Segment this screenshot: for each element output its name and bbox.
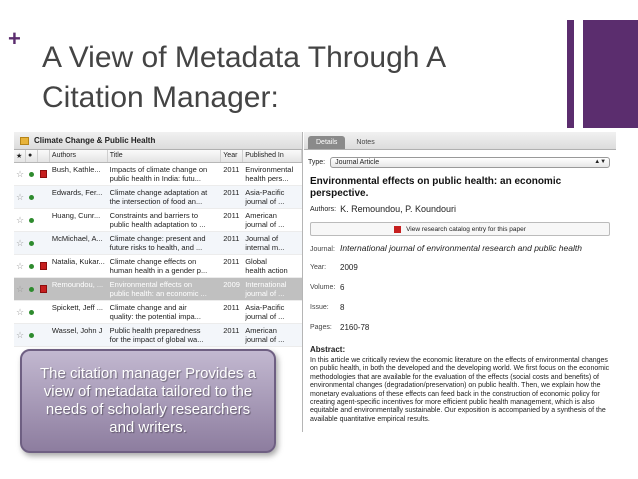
journal-value[interactable]: International journal of environmental research and public health: [340, 243, 582, 253]
title-cell: [108, 186, 222, 208]
type-row: [308, 154, 612, 170]
star-icon: ☆: [15, 260, 25, 271]
status-cell: [26, 255, 38, 277]
tab-notes[interactable]: Notes: [356, 139, 375, 146]
year-row: [310, 262, 610, 273]
column-star-icon[interactable]: ★: [14, 150, 26, 162]
pub-line-1: American: [245, 326, 277, 335]
table-row[interactable]: [14, 301, 302, 324]
year-cell: 2011: [223, 257, 240, 266]
status-cell: [26, 324, 38, 346]
type-label: Type:: [308, 158, 326, 166]
accent-bar-thin: [567, 20, 574, 128]
column-published-in[interactable]: Published In: [243, 150, 302, 162]
star-cell[interactable]: [14, 186, 26, 208]
pub-line-1: Asia-Pacific: [245, 188, 285, 197]
status-cell: [26, 186, 38, 208]
year-cell: 2009: [223, 280, 240, 289]
slide-title: [42, 38, 542, 118]
status-cell: [26, 278, 38, 300]
star-icon: ☆: [15, 237, 25, 248]
article-title[interactable]: Environmental effects on public health: an economic perspective.: [310, 176, 562, 199]
column-attachment-icon[interactable]: [38, 150, 50, 162]
table-row[interactable]: [14, 209, 302, 232]
table-row[interactable]: [14, 278, 302, 301]
journal-label: Journal:: [310, 246, 335, 253]
pub-line-1: Asia-Pacific: [245, 303, 285, 312]
star-icon: ☆: [15, 306, 25, 317]
pub-line-1: American: [245, 211, 277, 220]
table-row[interactable]: [14, 186, 302, 209]
author-cell: Bush, Kathle...: [51, 165, 101, 174]
issue-row: [310, 302, 610, 313]
author-cell: Edwards, Fer...: [51, 188, 103, 197]
attachment-cell[interactable]: [38, 324, 50, 346]
year-value[interactable]: 2009: [340, 262, 358, 272]
status-dot-icon: [29, 333, 34, 338]
title-line-1: Constraints and barriers to: [109, 211, 199, 220]
title-line-1: Impacts of climate change on: [109, 165, 208, 174]
callout-text: The citation manager Provides a view of metadata tailored to the needs of scholarly researchers and writers.: [40, 365, 256, 436]
title-cell: [108, 209, 222, 231]
published-cell: [243, 255, 302, 277]
title-cell: [108, 163, 222, 185]
pub-line-1: Global: [245, 257, 267, 266]
abstract-text[interactable]: In this article we critically review the economic literature on the effects of environmental changes on public health, in both the developed and the developing world. We first focus on the economic methodologies that are available for the evaluation of the effects (social costs and benefits) of environmental changes (degradation/preservation) on public health. Then, we explain how the monetary evaluations of these effects can feed back in the construction of economic policy for creating agent-specific incentives for more efficient public health management, which is also equitable and environmentally sustainable. Our exposition is accompanied by a synthesis of the available quantitative empirical results.: [310, 357, 610, 423]
type-value: Journal Article: [335, 158, 380, 166]
authors-label: Authors:: [310, 205, 337, 213]
title-cell: [108, 301, 222, 323]
pdf-icon: [40, 170, 47, 178]
title-line-2: public health: an economic ...: [109, 289, 207, 298]
column-title[interactable]: Title: [108, 150, 222, 162]
column-headers: [14, 150, 302, 163]
status-cell: [26, 301, 38, 323]
status-cell: [26, 163, 38, 185]
star-cell[interactable]: [14, 232, 26, 254]
table-row[interactable]: [14, 255, 302, 278]
title-cell: [108, 278, 222, 300]
pages-label: Pages:: [310, 324, 332, 331]
catalog-entry-button[interactable]: [310, 222, 610, 236]
published-cell: [243, 232, 302, 254]
folder-icon: [20, 137, 29, 145]
title-line-2: quality: the potential impa...: [109, 312, 201, 321]
pdf-icon: [40, 285, 47, 293]
tab-details[interactable]: Details: [308, 136, 345, 149]
title-line-1: Climate change and air: [109, 303, 187, 312]
plus-mark: +: [8, 26, 21, 51]
star-cell[interactable]: [14, 209, 26, 231]
volume-row: [310, 282, 610, 293]
title-line-1: Climate change adaptation at: [109, 188, 208, 197]
published-cell: [243, 278, 302, 300]
issue-value[interactable]: 8: [340, 302, 345, 312]
star-cell[interactable]: [14, 324, 26, 346]
accent-bar-wide: [583, 20, 638, 128]
status-dot-icon: [29, 172, 34, 177]
volume-label: Volume:: [310, 284, 336, 291]
callout-box: [20, 349, 276, 453]
year-cell: 2011: [223, 211, 240, 220]
title-line-2: for the impact of global wa...: [109, 335, 204, 344]
issue-label: Issue:: [310, 304, 329, 311]
attachment-cell[interactable]: [38, 209, 50, 231]
title-line-1: Public health preparedness: [109, 326, 201, 335]
journal-row: [310, 243, 610, 253]
authors-value[interactable]: K. Remoundou, P. Koundouri: [340, 204, 456, 214]
pub-line-1: Journal of: [245, 234, 279, 243]
star-cell[interactable]: [14, 163, 26, 185]
catalog-label: View research catalog entry for this paper: [406, 225, 526, 233]
year-cell: 2011: [223, 234, 240, 243]
author-cell: Wassel, John J: [51, 326, 103, 335]
details-pane: [304, 132, 616, 432]
pub-line-2: journal of ...: [245, 197, 285, 206]
pub-line-2: journal of ...: [245, 312, 285, 321]
author-cell: Natalia, Kukar...: [51, 257, 105, 266]
status-dot-icon: [29, 241, 34, 246]
pdf-icon: [40, 262, 47, 270]
author-cell: McMichael, A...: [51, 234, 103, 243]
star-cell[interactable]: [14, 301, 26, 323]
attachment-cell[interactable]: [38, 301, 50, 323]
type-select[interactable]: [330, 157, 610, 168]
title-line-2: public health in India: futu...: [109, 174, 201, 183]
title-line-2: the intersection of food an...: [109, 197, 203, 206]
year-cell: 2011: [223, 326, 240, 335]
status-dot-icon: [29, 264, 34, 269]
published-cell: [243, 301, 302, 323]
table-row[interactable]: [14, 232, 302, 255]
status-dot-icon: [29, 310, 34, 315]
catalog-icon: [394, 226, 401, 233]
year-cell: 2011: [223, 188, 240, 197]
pub-line-1: International: [245, 280, 287, 289]
star-cell[interactable]: [14, 255, 26, 277]
pub-line-2: journal of ...: [245, 220, 285, 229]
star-cell[interactable]: [14, 278, 26, 300]
pub-line-2: health pers...: [245, 174, 289, 183]
title-line-1: Climate change effects on: [109, 257, 197, 266]
volume-value[interactable]: 6: [340, 282, 345, 292]
title-cell: [108, 324, 222, 346]
published-cell: [243, 163, 302, 185]
published-cell: [243, 209, 302, 231]
title-line-2: future risks to health, and ...: [109, 243, 203, 252]
attachment-cell[interactable]: [38, 278, 50, 300]
pub-line-2: journal of ...: [245, 335, 285, 344]
attachment-cell[interactable]: [38, 255, 50, 277]
chevron-updown-icon: ▲▼: [594, 159, 607, 165]
star-icon: ☆: [15, 214, 25, 225]
status-dot-icon: [29, 195, 34, 200]
title-cell: [108, 255, 222, 277]
star-icon: ☆: [15, 283, 25, 294]
attachment-cell[interactable]: [38, 186, 50, 208]
pub-line-2: journal of ...: [245, 289, 285, 298]
author-cell: Remoundou, ...: [51, 280, 104, 289]
reference-list: [14, 163, 302, 347]
pub-line-2: internal m...: [245, 243, 285, 252]
column-status-icon[interactable]: ●: [26, 150, 38, 162]
pages-value[interactable]: 2160-78: [340, 322, 370, 332]
pub-line-1: Environmental: [245, 165, 294, 174]
detail-tabs: [304, 132, 616, 150]
table-row[interactable]: [14, 163, 302, 186]
column-authors[interactable]: Authors: [50, 150, 108, 162]
pub-line-2: health action: [245, 266, 288, 275]
author-cell: Spickett, Jeff ...: [51, 303, 103, 312]
status-cell: [26, 232, 38, 254]
status-dot-icon: [29, 218, 34, 223]
author-cell: Huang, Cunr...: [51, 211, 101, 220]
title-cell: [108, 232, 222, 254]
collection-name: Climate Change & Public Health: [34, 136, 156, 145]
slide-title-line-2: Citation Manager:: [42, 81, 279, 114]
authors-row: [310, 204, 610, 214]
table-row[interactable]: [14, 324, 302, 347]
attachment-cell[interactable]: [38, 232, 50, 254]
column-year[interactable]: Year: [221, 150, 243, 162]
star-icon: ☆: [15, 168, 25, 179]
year-cell: 2011: [223, 303, 240, 312]
year-cell: 2011: [223, 165, 240, 174]
attachment-cell[interactable]: [38, 163, 50, 185]
published-cell: [243, 324, 302, 346]
status-cell: [26, 209, 38, 231]
abstract-label: Abstract:: [310, 345, 346, 354]
pages-row: [310, 322, 610, 333]
title-line-2: public health adaptation to ...: [109, 220, 206, 229]
year-label: Year:: [310, 264, 327, 271]
title-line-1: Environmental effects on: [109, 280, 193, 289]
collection-header[interactable]: [14, 132, 302, 150]
published-cell: [243, 186, 302, 208]
status-dot-icon: [29, 287, 34, 292]
title-line-1: Climate change: present and: [109, 234, 206, 243]
star-icon: ☆: [15, 191, 25, 202]
slide-title-line-1: A View of Metadata Through A: [42, 41, 447, 74]
star-icon: ☆: [15, 329, 25, 340]
title-line-2: human health in a gender p...: [109, 266, 208, 275]
